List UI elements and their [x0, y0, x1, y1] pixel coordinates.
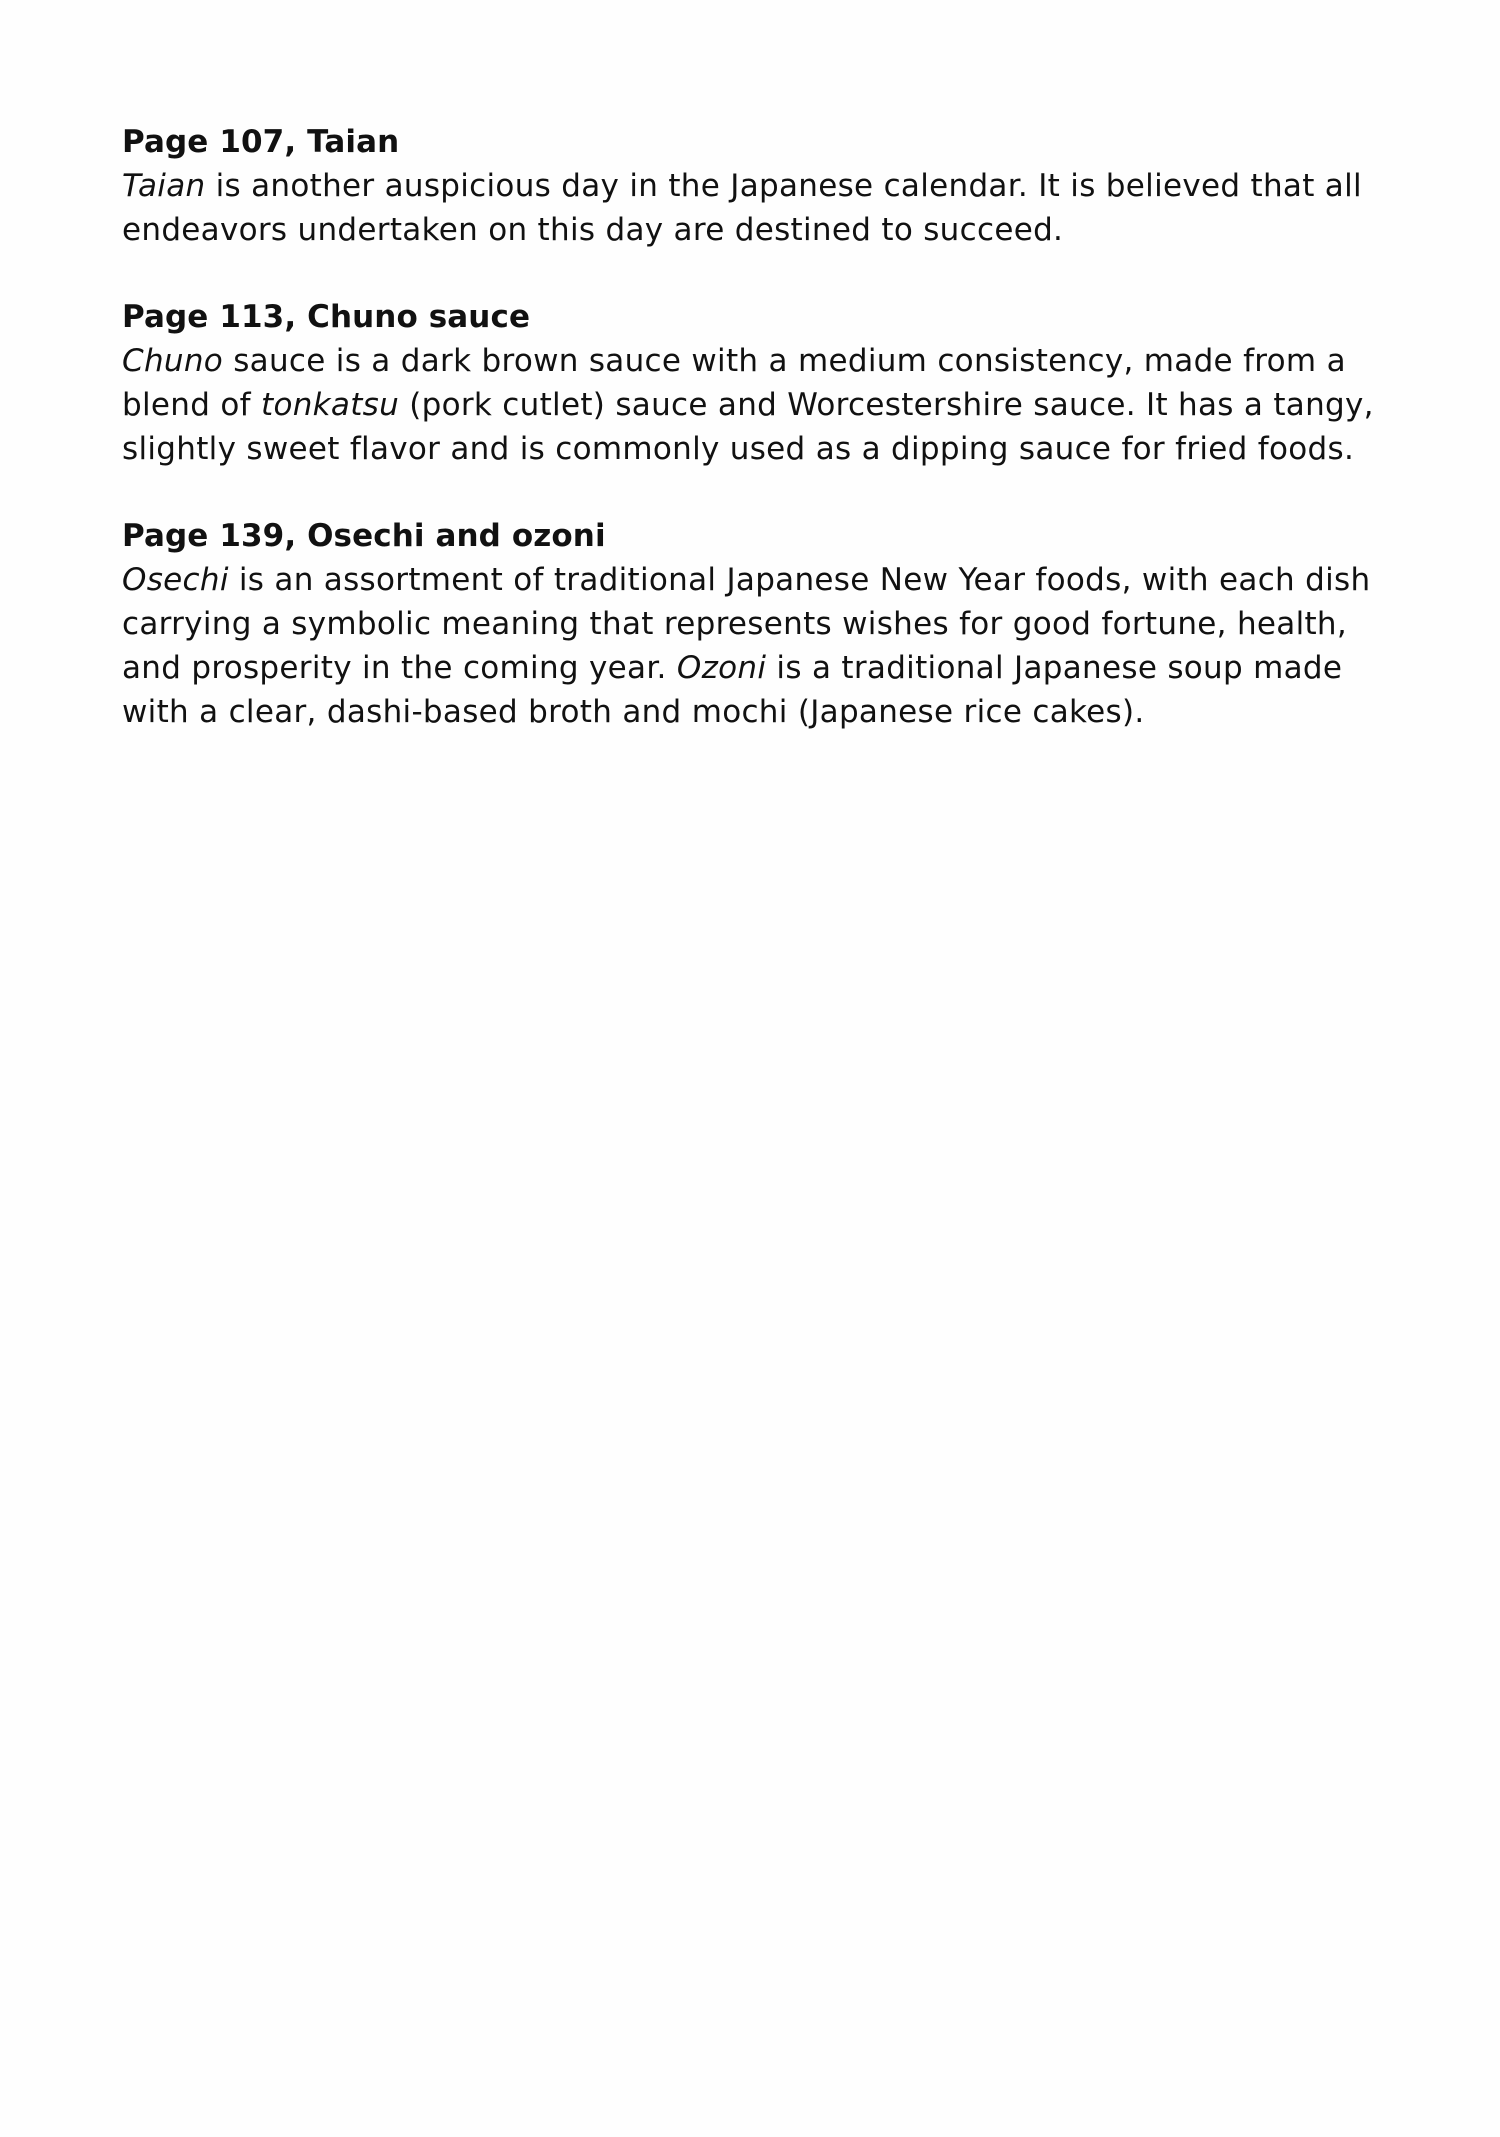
- note-term: Chuno: [122, 343, 224, 379]
- note-body: [122, 339, 1382, 471]
- note-heading: Page 139, Osechi and ozoni: [122, 518, 606, 554]
- note-text: is a traditional Japanese soup made with a clear, dashi-based broth and mochi (Japanese rice cakes).: [122, 650, 1343, 730]
- note-term: tonkatsu: [260, 387, 400, 423]
- note-chuno-sauce: [122, 295, 1382, 471]
- note-text: is an assortment of traditional Japanese New Year foods, with each dish carrying a symbolic meaning that represents wishes for good fortune, health, and prosperity in the coming year.: [122, 562, 1371, 686]
- note-text: is another auspicious day in the Japanese calendar. It is believed that all endeavors undertaken on this day are destined to succeed.: [122, 168, 1362, 248]
- note-term: Ozoni: [676, 650, 767, 686]
- note-heading: Page 113, Chuno sauce: [122, 299, 531, 335]
- note-body: [122, 558, 1382, 734]
- note-term: Osechi: [122, 562, 229, 598]
- note-taian: [122, 120, 1382, 252]
- note-body: [122, 164, 1382, 252]
- note-term: Taian: [122, 168, 206, 204]
- note-heading: Page 107, Taian: [122, 124, 400, 160]
- note-text: sauce is a dark brown sauce with a medium consistency, made from a blend of: [122, 343, 1346, 423]
- note-osechi-and-ozoni: [122, 514, 1382, 734]
- note-text: (pork cutlet) sauce and Worcestershire sauce. It has a tangy, slightly sweet flavor and is commonly used as a dipping sauce for fried foods.: [122, 387, 1374, 467]
- notes-page: [122, 120, 1382, 777]
